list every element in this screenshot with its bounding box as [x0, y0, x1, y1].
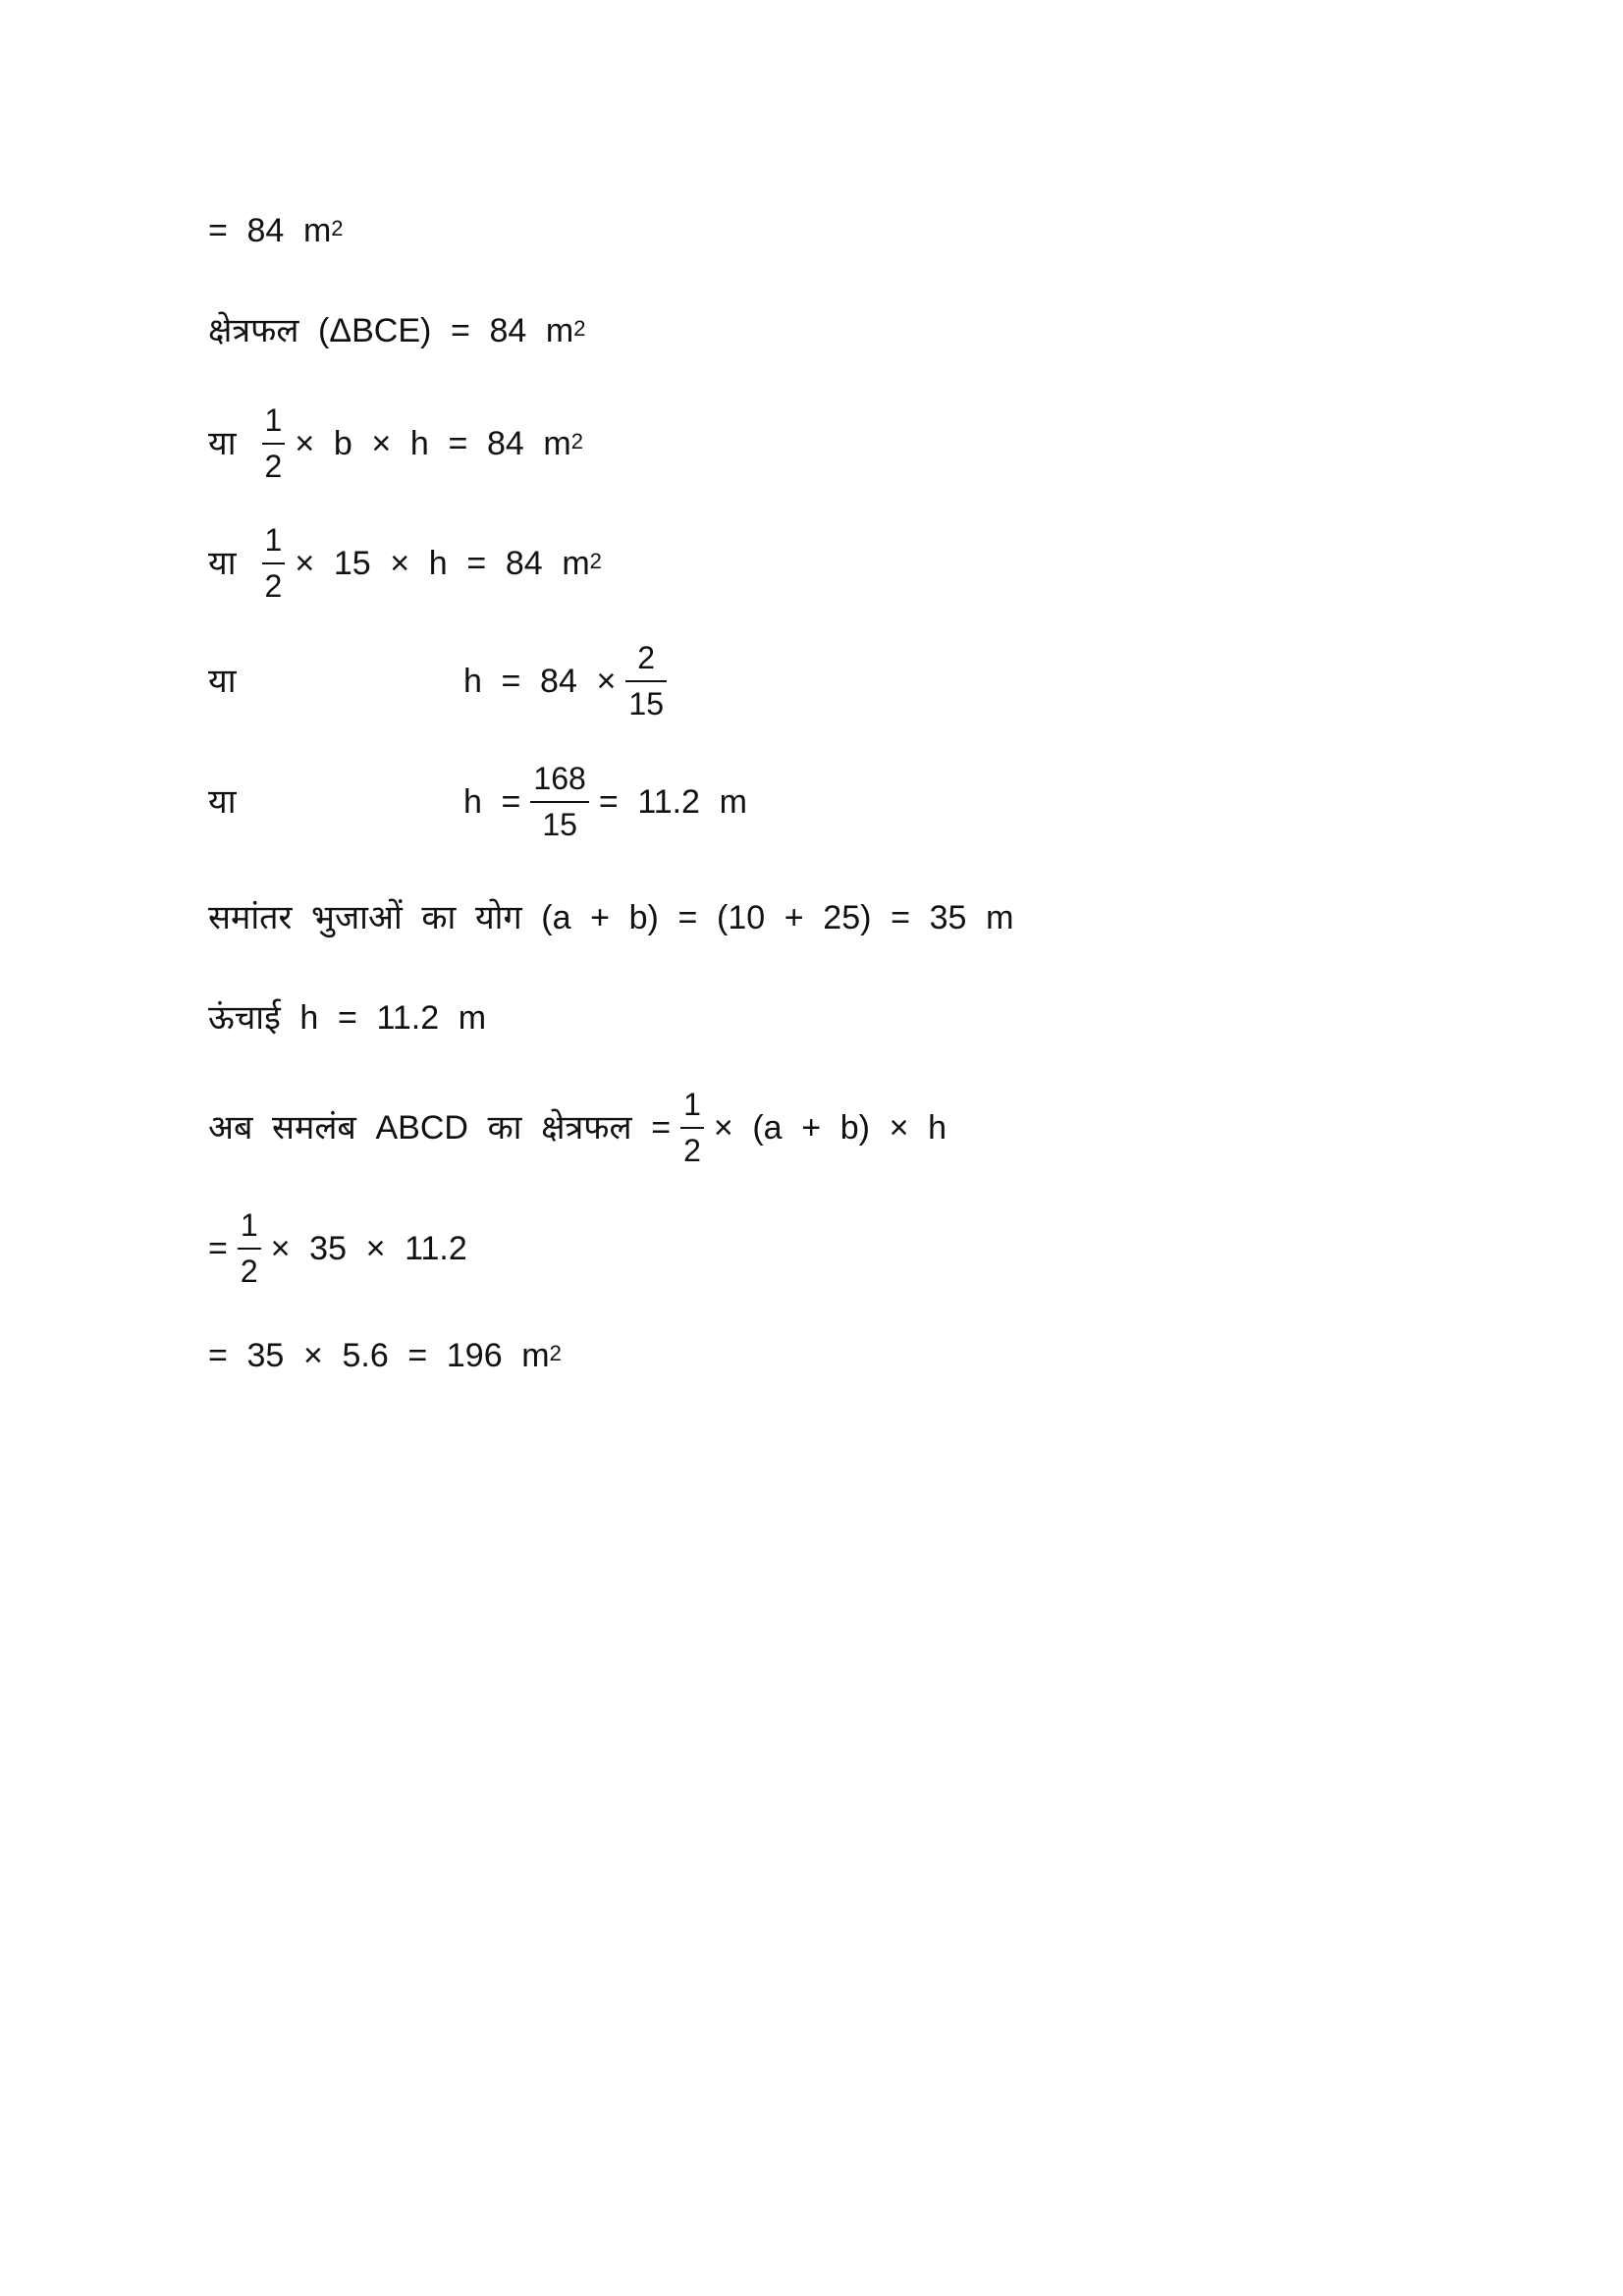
superscript: 2	[589, 548, 602, 573]
superscript: 2	[331, 216, 344, 240]
fraction-denominator: 15	[542, 806, 577, 842]
fraction-denominator: 2	[240, 1253, 258, 1289]
equation-line-9	[208, 1087, 947, 1169]
line-prefix: या	[208, 544, 237, 582]
equation-text: h = 84 ×	[463, 662, 617, 700]
equation-text: क्षेत्रफल (ΔBCE) = 84 m	[208, 312, 574, 349]
fraction-denominator: 2	[264, 448, 283, 484]
equation-line-7	[208, 901, 1013, 934]
fraction	[530, 761, 588, 843]
fraction-numerator: 1	[240, 1207, 258, 1243]
fraction	[262, 522, 286, 605]
fraction	[262, 402, 286, 485]
fraction-numerator: 1	[264, 522, 283, 558]
line-prefix: या	[208, 662, 237, 700]
superscript: 2	[570, 428, 583, 454]
equation-text: ऊंचाई h = 11.2 m	[208, 999, 487, 1037]
equation-text: अब समलंब ABCD का क्षेत्रफल =	[208, 1108, 672, 1147]
equation-text: h =	[463, 782, 521, 821]
fraction	[625, 640, 667, 722]
equation-text: = 35 × 5.6 = 196 m	[208, 1337, 550, 1374]
superscript: 2	[549, 1341, 562, 1365]
equation-line-5	[208, 640, 676, 722]
equation-text: × b × h = 84 m	[295, 424, 571, 462]
equation-text: × 15 × h = 84 m	[295, 544, 590, 582]
equation-line-6	[208, 761, 747, 843]
equation-line-4	[208, 522, 602, 605]
fraction	[238, 1207, 261, 1290]
equation-text: × (a + b) × h	[713, 1108, 947, 1147]
equation-text: = 84 m	[208, 212, 332, 249]
line-prefix: या	[208, 782, 237, 821]
fraction-numerator: 1	[683, 1087, 701, 1122]
fraction	[680, 1087, 704, 1169]
fraction-denominator: 15	[628, 685, 664, 721]
equation-line-10	[208, 1207, 467, 1290]
equation-text: समांतर भुजाओं का योग (a + b) = (10 + 25) = 35 m	[208, 899, 1014, 936]
fraction-numerator: 1	[264, 402, 283, 438]
equation-text: = 11.2 m	[598, 782, 747, 821]
equation-text: =	[208, 1229, 228, 1267]
line-prefix: या	[208, 424, 237, 462]
fraction-denominator: 2	[683, 1132, 701, 1168]
superscript: 2	[573, 316, 586, 341]
equation-line-2	[208, 314, 586, 347]
fraction-numerator: 2	[637, 640, 656, 675]
equation-line-8	[208, 1001, 486, 1035]
fraction-denominator: 2	[264, 567, 283, 604]
equation-line-11	[208, 1339, 562, 1372]
equation-line-1	[208, 214, 344, 247]
equation-line-3	[208, 402, 583, 485]
fraction-numerator: 168	[533, 761, 586, 796]
equation-text: × 35 × 11.2	[270, 1229, 467, 1267]
